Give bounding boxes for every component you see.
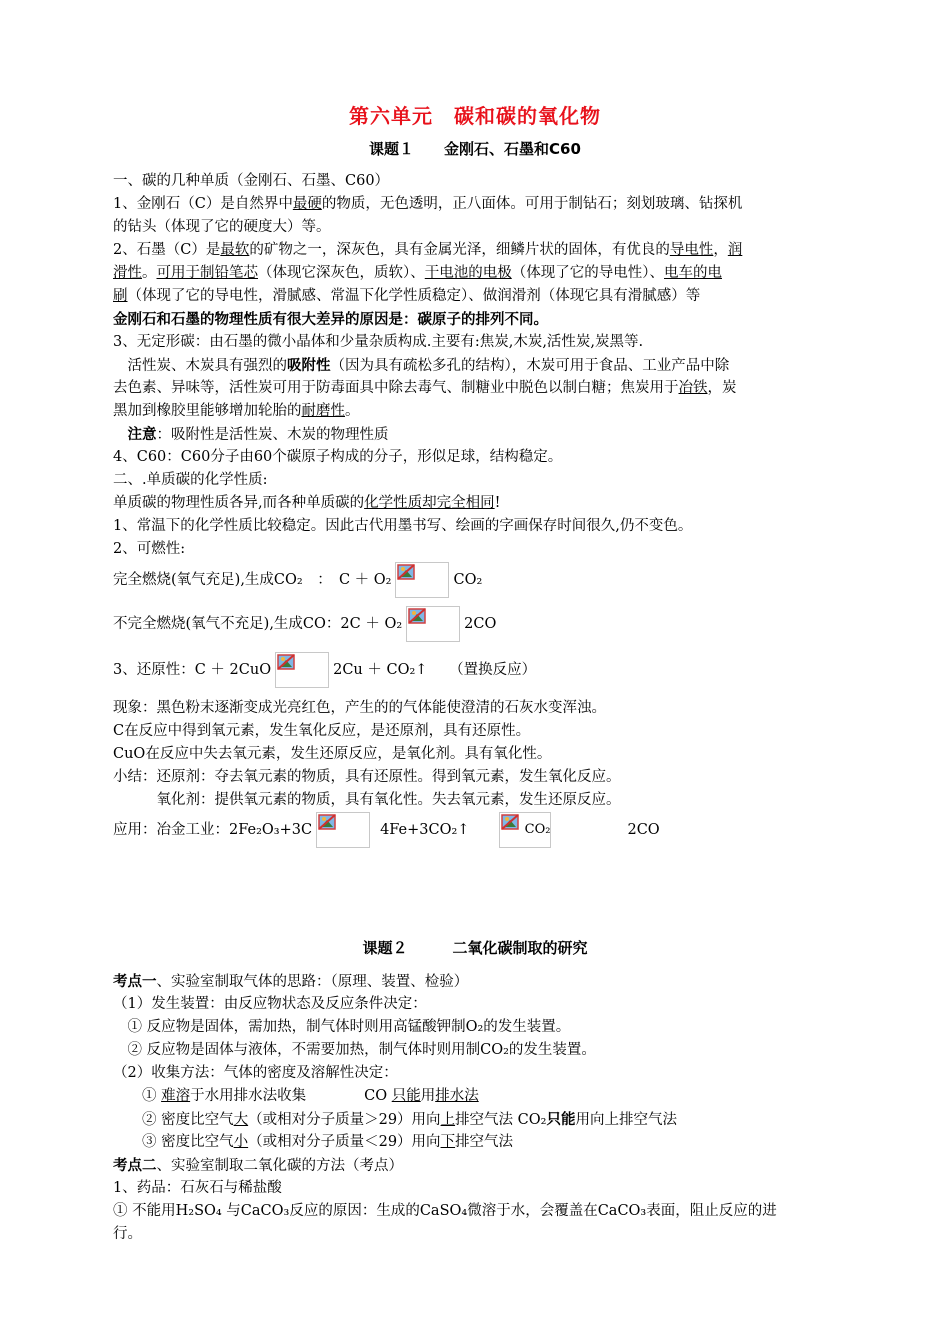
phenomenon-line: 现象：黑色粉末逐渐变成光亮红色，产生的的气体能使澄清的石灰水变浑浊。: [113, 700, 606, 716]
note-line: 注意：吸附性是活性炭、木炭的物理性质: [113, 426, 389, 443]
broken-image-icon: [395, 562, 449, 598]
section1-heading: 一、碳的几种单质（金刚石、石墨、C60）: [113, 173, 390, 189]
lesson1-title: 课题１ 金刚石、石墨和C60: [369, 140, 581, 158]
reagents-line: 1、药品：石灰石与稀盐酸: [113, 1180, 282, 1196]
graphite-line-3: 刷（体现了它的导电性，滑腻感、常温下化学性质稳定）、做润滑剂（体现它具有滑腻感）等: [113, 288, 701, 304]
amorphous-line-4: 黑加到橡胶里能够增加轮胎的耐磨性。: [113, 403, 360, 419]
key-point-2: 考点二、实验室制取二氧化碳的方法（考点）: [113, 1157, 403, 1174]
diamond-line-2: 的钻头（体现了它的硬度大）等。: [113, 219, 331, 235]
combustibility-heading: 2、可燃性:: [113, 541, 186, 557]
incomplete-combustion-eq: 不完全燃烧(氧气不充足),生成CO：2C ＋ O₂ 2CO: [113, 606, 496, 642]
broken-image-icon: CO₂: [499, 812, 551, 848]
complete-combustion-eq: 完全燃烧(氧气充足),生成CO₂ ： C ＋ O₂ CO₂: [113, 562, 482, 598]
key-point-1: 考点一、实验室制取气体的思路：（原理、装置、检验）: [113, 973, 469, 990]
collection-heading: （2）收集方法：气体的密度及溶解性决定：: [113, 1065, 398, 1081]
graphite-line-1: 2、石墨（C）是最软的矿物之一，深灰色，具有金属光泽，细鳞片状的固体，有优良的导电性，润: [113, 242, 743, 258]
application-eq: 应用：冶金工业：2Fe₂O₃+3C 4Fe+3CO₂↑ CO₂ 2CO: [113, 812, 660, 848]
h2so4-reason-line-1: ① 不能用H₂SO₄ 与CaCO₃反应的原因：生成的CaSO₄微溶于水，会覆盖在CaCO₃表面，阻止反应的进: [113, 1203, 777, 1219]
generator-item-1: ① 反应物是固体，需加热，制气体时则用高锰酸钾制O₂的发生装置。: [113, 1019, 571, 1035]
amorphous-line-2: 活性炭、木炭具有强烈的吸附性（因为具有疏松多孔的结构），木炭可用于食品、工业产品中除: [113, 357, 730, 374]
amorphous-line-3: 去色素、异味等，活性炭可用于防毒面具中除去毒气、制糖业中脱色以制白糖；焦炭用于冶铁，炭: [113, 380, 737, 396]
collection-item-3: ③ 密度比空气小（或相对分子质量＜29）用向下排空气法: [113, 1134, 514, 1150]
difference-reason: 金刚石和石墨的物理性质有很大差异的原因是：碳原子的排列不同。: [113, 311, 548, 328]
section2-heading: 二、.单质碳的化学性质:: [113, 472, 268, 488]
diamond-line-1: 1、金刚石（C）是自然界中最硬的物质，无色透明，正八面体。可用于制钻石；刻划玻璃、钻探机: [113, 196, 743, 212]
h2so4-reason-line-2: 行。: [113, 1226, 142, 1242]
c-role-line: C在反应中得到氧元素，发生氧化反应，是还原剂，具有还原性。: [113, 723, 531, 739]
broken-image-icon: [275, 652, 329, 688]
chem-intro: 单质碳的物理性质各异,而各种单质碳的化学性质却完全相同!: [113, 495, 501, 511]
broken-image-icon: [406, 606, 460, 642]
reduction-eq: 3、还原性：C ＋ 2CuO 2Cu ＋ CO₂↑ （置换反应）: [113, 652, 536, 688]
cuo-role-line: CuO在反应中失去氧元素，发生还原反应，是氧化剂。具有氧化性。: [113, 746, 552, 762]
c60-line: 4、C60：C60分子由60个碳原子构成的分子，形似足球，结构稳定。: [113, 449, 563, 465]
summary-line-2: 氧化剂：提供氧元素的物质，具有氧化性。失去氧元素，发生还原反应。: [113, 792, 621, 808]
amorphous-line-1: 3、无定形碳：由石墨的微小晶体和少量杂质构成.主要有:焦炭,木炭,活性炭,炭黑等.: [113, 334, 644, 350]
unit-title: 第六单元 碳和碳的氧化物: [349, 104, 601, 128]
generator-item-2: ② 反应物是固体与液体，不需要加热，制气体时则用制CO₂的发生装置。: [113, 1042, 596, 1058]
lesson2-title: 课题２ 二氧化碳制取的研究: [362, 939, 588, 957]
collection-item-2: ② 密度比空气大（或相对分子质量＞29）用向上排空气法 CO₂只能用向上排空气法: [113, 1111, 677, 1128]
stability-line: 1、常温下的化学性质比较稳定。因此古代用墨书写、绘画的字画保存时间很久,仍不变色。: [113, 518, 693, 534]
collection-item-1: ① 难溶于水用排水法收集 CO 只能用排水法: [113, 1088, 479, 1104]
generator-heading: （1）发生装置：由反应物状态及反应条件决定：: [113, 996, 427, 1012]
broken-image-icon: [316, 812, 370, 848]
summary-line-1: 小结：还原剂：夺去氧元素的物质，具有还原性。得到氧元素，发生氧化反应。: [113, 769, 621, 785]
graphite-line-2: 滑性。可用于制铅笔芯（体现它深灰色，质软）、干电池的电极（体现了它的导电性）、电车的电: [113, 265, 722, 281]
